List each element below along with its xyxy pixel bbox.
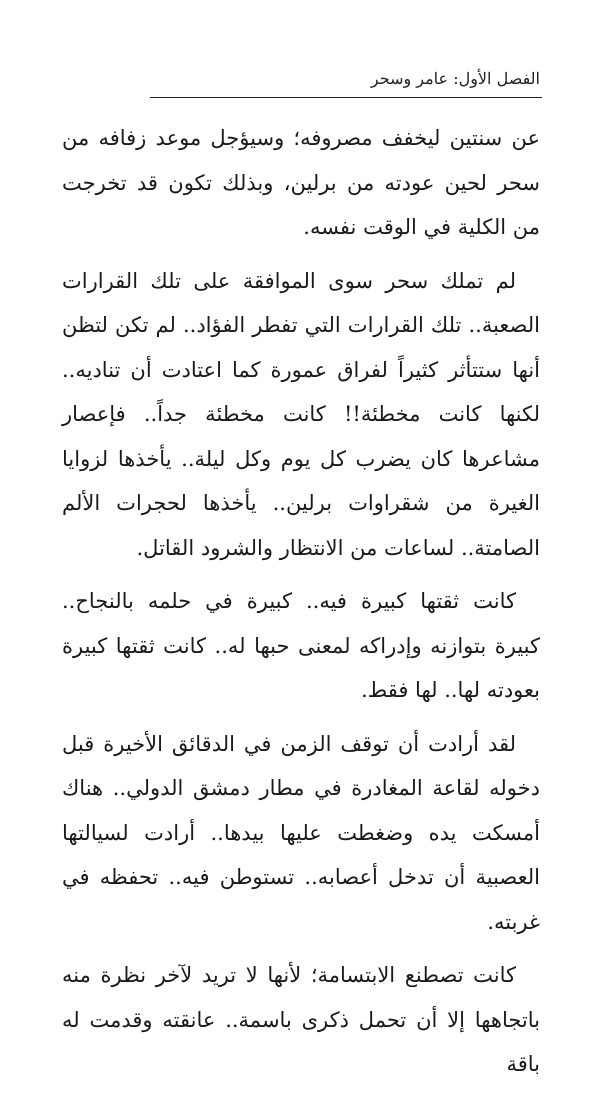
paragraph-4: لقد أرادت أن توقف الزمن في الدقائق الأخيرة قبل دخوله لقاعة المغادرة في مطار دمشق الدولي.. هناك أمسكت يده وضغطت عليها بيدها.. أرادت لسيالتها العصبية أن تدخل أعصابه.. تستوطن فيه.. تحفظه في غربته. [62, 731, 540, 934]
paragraph-2: لم تملك سحر سوى الموافقة على تلك القرارات الصعبة.. تلك القرارات التي تفطر الفؤاد.. لم تكن لتظن أنها ستتأثر كثيراً لفراق عمورة كما اعتادت أن تناديه.. لكنها كانت مخطئة!! كانت مخطئة جداً.. فإعصار مشاعرها كان يضرب كل يوم وكل ليلة.. يأخذها لزوايا الغيرة من شقراوات برلين.. يأخذها لحجرات الألم الصامتة.. لساعات من الانتظار والشرود القاتل. [62, 268, 540, 560]
header-rule [150, 97, 542, 98]
paragraph-3: كانت ثقتها كبيرة فيه.. كبيرة في حلمه بالنجاح.. كبيرة بتوازنه وإدراكه لمعنى حبها له.. كانت ثقتها كبيرة بعودته لها.. لها فقط. [62, 589, 540, 702]
body-text [62, 116, 540, 1096]
paragraph-1: عن سنتين ليخفف مصروفه؛ وسيؤجل موعد زفافه من سحر لحين عودته من برلين، وبذلك تكون قد تخرجت من الكلية في الوقت نفسه. [62, 126, 540, 239]
paragraph-5: كانت تصطنع الابتسامة؛ لأنها لا تريد لآخر نظرة منه باتجاهها إلا أن تحمل ذكرى باسمة.. عانقته وقدمت له باقة [62, 963, 540, 1076]
running-header-title: الفصل الأول: عامر وسحر [370, 69, 540, 88]
